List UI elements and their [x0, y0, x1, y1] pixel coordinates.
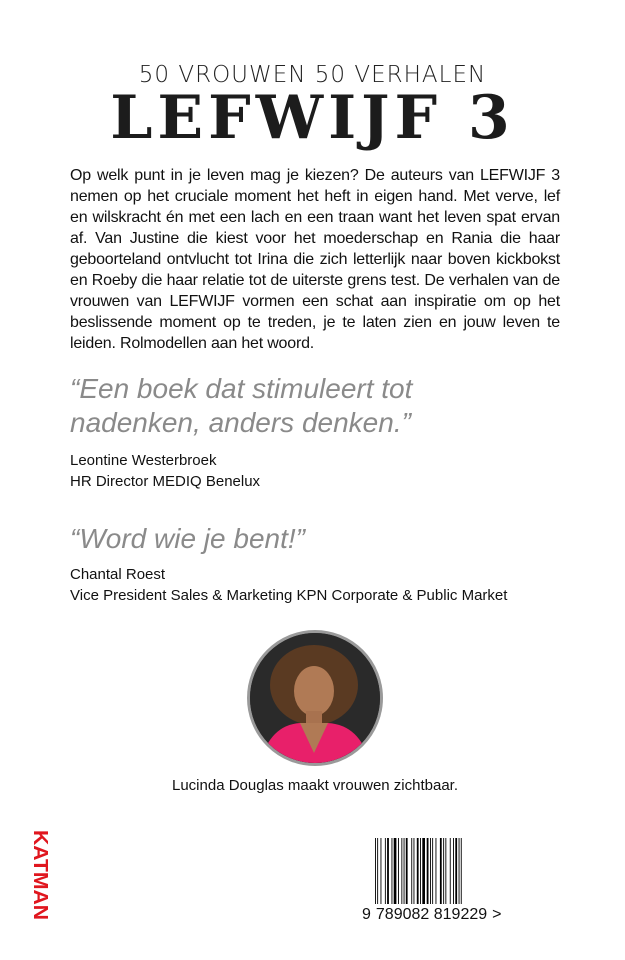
barcode-bar: [394, 838, 397, 904]
isbn-number: 789082 819229: [375, 906, 488, 923]
content: [70, 165, 560, 796]
book-title: LEFWIJF 3: [110, 83, 515, 153]
barcode-bar: [453, 838, 454, 904]
barcode-bar: [392, 838, 393, 904]
barcode-bar: [377, 838, 378, 904]
barcode-bar: [427, 838, 429, 904]
barcode-bar: [387, 838, 389, 904]
barcode-bar: [401, 838, 402, 904]
barcode-bar: [455, 838, 457, 904]
barcode-bar: [385, 838, 386, 904]
svg-text:KATMAN: KATMAN: [30, 830, 51, 916]
barcode-bar: [422, 838, 425, 904]
isbn-row: [362, 906, 501, 924]
barcode-bar: [375, 838, 376, 904]
barcode-bar: [404, 838, 405, 904]
photo-caption: Lucinda Douglas maakt vrouwen zichtbaar.: [172, 777, 458, 794]
barcode-bar: [406, 838, 408, 904]
quote-2-attribution: [70, 564, 560, 606]
quote-1-role: HR Director MEDIQ Benelux: [70, 473, 261, 490]
quote-1-name: Leontine Westerbroek: [70, 452, 217, 469]
barcode-bar: [381, 838, 382, 904]
subtitle: 50 VROUWEN 50 VERHALEN: [138, 62, 487, 88]
quote-2: “Word wie je bent!”: [70, 523, 305, 554]
quote-1-attribution: [70, 450, 560, 492]
barcode-bar: [450, 838, 451, 904]
blurb: Op welk punt in je leven mag je kiezen? De auteurs van LEFWIJF 3 nemen op het cruciale moment het heft in eigen hand. Met verve, lef en wilskracht én met een lach en een traan want het leven spat ervan af. Van Justine die kiest voor het moederschap en Rania die haar geboorteland ontvlucht tot Irina die zich letterlijk naar boven kickbokst en Roeby die haar relatie tot de uiterste grens test. De verhalen van de vrouwen van LEFWIJF vormen een schat aan inspiratie om op het beslissende moment op te treden, je te laten zien en jouw leven te leiden. Rolmodellen aan het woord.: [70, 167, 560, 352]
barcode-bar: [445, 838, 446, 904]
photo-row: [70, 630, 560, 766]
barcode-bar: [411, 838, 412, 904]
barcode-bar: [398, 838, 399, 904]
barcode-bar: [461, 838, 462, 904]
quote-2-role: Vice President Sales & Marketing KPN Corporate & Public Market: [70, 587, 508, 604]
barcode-bar: [459, 838, 460, 904]
barcode-bar: [420, 838, 421, 904]
barcode-bar: [417, 838, 419, 904]
isbn-end-marker: >: [492, 906, 502, 923]
barcode-bar: [432, 838, 433, 904]
barcode-bar: [443, 838, 444, 904]
quote-2-name: Chantal Roest: [70, 566, 166, 583]
barcode-bar: [440, 838, 442, 904]
barcode: [373, 838, 513, 904]
barcode-bar: [436, 838, 437, 904]
barcode-bar: [414, 838, 415, 904]
quote-1: “Een boek dat stimuleert tot nadenken, anders denken.”: [70, 373, 413, 438]
barcode-bar: [430, 838, 431, 904]
publisher-logo: [30, 828, 56, 922]
author-photo: [247, 630, 383, 766]
isbn-prefix: 9: [362, 906, 371, 923]
